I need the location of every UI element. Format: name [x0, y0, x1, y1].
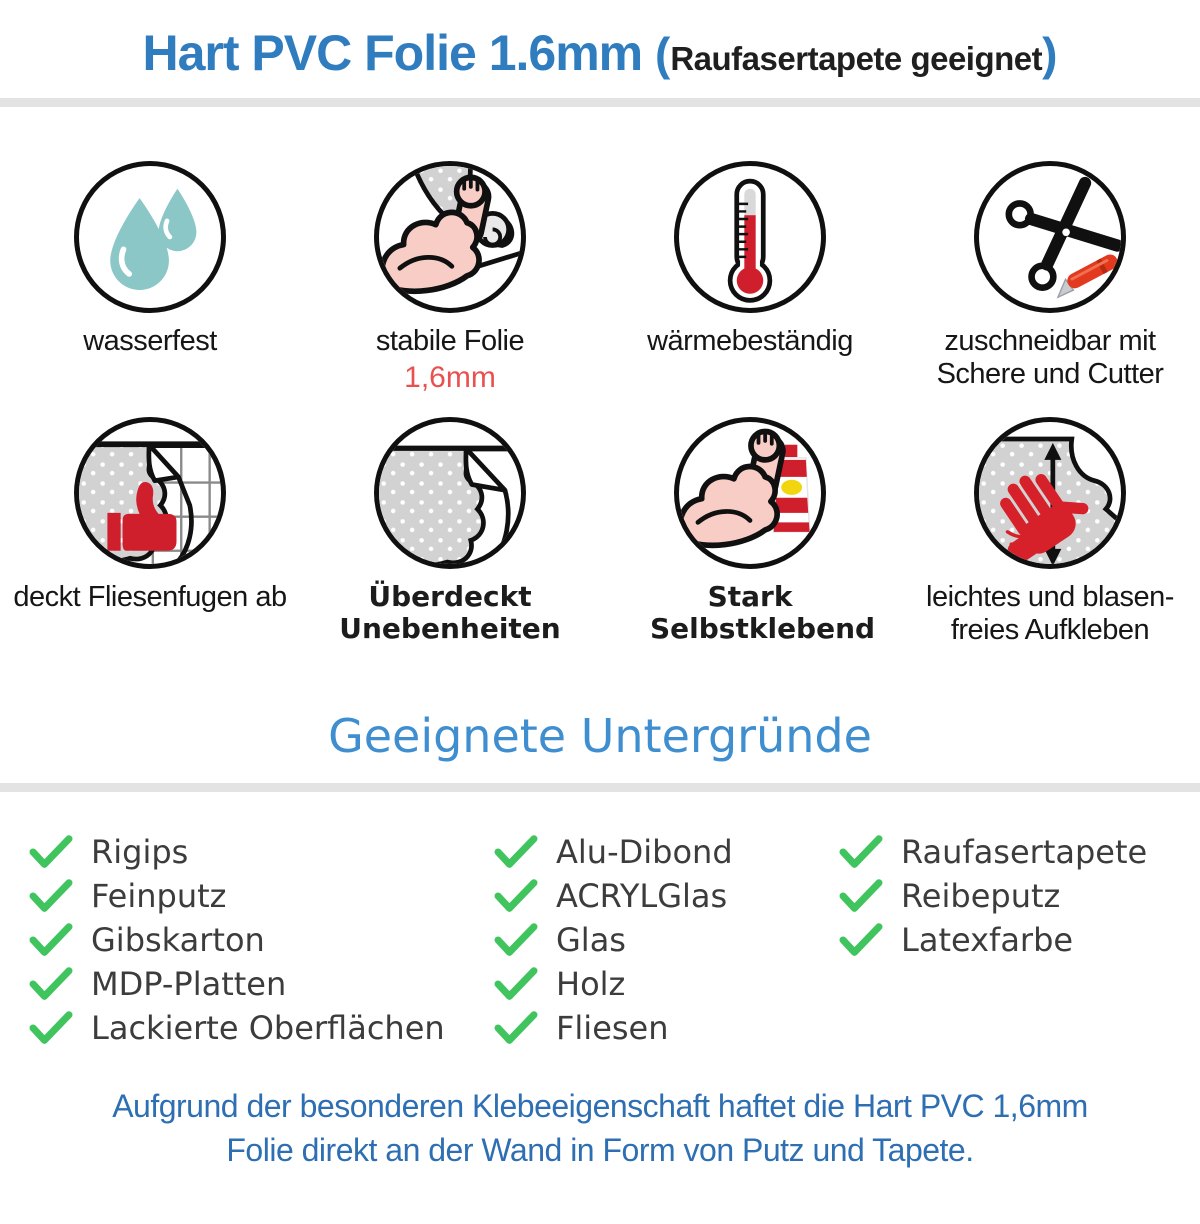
substrates-column-2 [493, 830, 838, 1050]
feature-label: wärmebeständig [647, 325, 853, 357]
check-icon [28, 967, 74, 1001]
feature-sublabel-thickness: 1,6mm [404, 360, 496, 394]
check-icon [493, 879, 539, 913]
feature-aufkleben [900, 417, 1200, 647]
check-icon [493, 967, 539, 1001]
list-item: Gibskarton [28, 918, 493, 962]
feature-zuschneidbar [900, 161, 1200, 417]
thumb-tiles-icon [74, 417, 226, 569]
feature-label: leichtes und blasen-freies Aufkleben [926, 581, 1174, 646]
list-item: MDP-Platten [28, 962, 493, 1006]
list-item: ACRYLGlas [493, 874, 838, 918]
footer-note [0, 1084, 1200, 1172]
check-icon [493, 835, 539, 869]
list-item: Glas [493, 918, 838, 962]
feature-label: Überdeckt Unebenheiten [339, 580, 561, 645]
feature-label: stabile Folie [375, 325, 525, 357]
list-item: Reibeputz [838, 874, 1200, 918]
check-icon [493, 1011, 539, 1045]
list-item: Alu-Dibond [493, 830, 838, 874]
check-icon [838, 879, 884, 913]
list-item: Feinputz [28, 874, 493, 918]
footer-line-1: Aufgrund der besonderen Klebeeigenschaft haftet die Hart PVC 1,6mm [112, 1087, 1088, 1124]
check-icon [838, 923, 884, 957]
feature-waermebestaendig [600, 161, 900, 417]
features-row-1 [0, 161, 1200, 417]
scissors-cutter-icon [974, 161, 1126, 313]
foil-peel-icon [374, 417, 526, 569]
page-title [0, 24, 1200, 82]
thermometer-icon [674, 161, 826, 313]
list-item: Fliesen [493, 1006, 838, 1050]
title-paren-text: Raufasertapete geeignet [670, 40, 1043, 77]
feature-label: wasserfest [83, 325, 217, 357]
check-icon [28, 1011, 74, 1045]
list-item: Rigips [28, 830, 493, 874]
section-title: Geeignete Untergründe [328, 708, 872, 763]
muscle-glue-icon [674, 417, 826, 569]
footer-line-2: Folie direkt an der Wand in Form von Putz und Tapete. [226, 1131, 974, 1168]
feature-label: deckt Fliesenfugen ab [13, 581, 287, 613]
muscle-foil-icon [374, 161, 526, 313]
feature-selbstklebend [600, 417, 900, 647]
substrates-column-1 [28, 830, 493, 1050]
title-paren-open: ( [655, 28, 671, 80]
check-icon [493, 923, 539, 957]
divider-bar-top [0, 98, 1200, 107]
feature-label: Stark Selbstklebend [650, 580, 876, 645]
check-icon [28, 923, 74, 957]
feature-label: zuschneidbar mit Schere und Cutter [936, 325, 1164, 390]
hand-smooth-icon [974, 417, 1126, 569]
substrates-checklist [0, 830, 1200, 1050]
feature-stabile-folie [300, 161, 600, 417]
features-row-2 [0, 417, 1200, 647]
check-icon [28, 835, 74, 869]
feature-fliesenfugen [0, 417, 300, 647]
feature-wasserfest [0, 161, 300, 417]
list-item: Raufasertapete [838, 830, 1200, 874]
check-icon [28, 879, 74, 913]
product-infographic [0, 24, 1200, 1224]
substrates-column-3 [838, 830, 1200, 1050]
title-main: Hart PVC Folie 1.6mm [142, 25, 656, 81]
check-icon [838, 835, 884, 869]
divider-bar-middle [0, 783, 1200, 792]
feature-unebenheiten [300, 417, 600, 647]
list-item: Latexfarbe [838, 918, 1200, 962]
list-item: Holz [493, 962, 838, 1006]
title-paren-close: ) [1042, 28, 1058, 80]
list-item: Lackierte Oberflächen [28, 1006, 493, 1050]
water-drops-icon [74, 161, 226, 313]
